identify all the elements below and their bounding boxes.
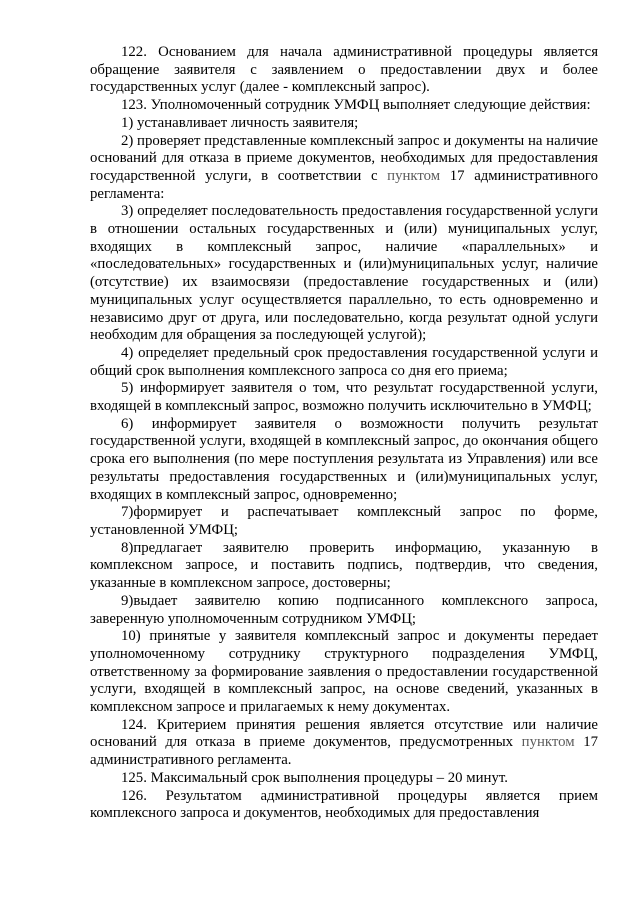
list-item-2-text-start: 2) проверяет представленные комплексный запрос и документы на наличие оснований для отказа в приеме документов, необходимых для предоставления государственной услуги, в соответствии с — [90, 132, 598, 184]
list-item-7: 7)формирует и распечатывает комплексный запрос по форме, установленной УМФЦ; — [90, 504, 598, 538]
paragraph-124-text-start: 124. Критерием принятия решения является отсутствие или наличие оснований для отказа в приеме документов, предусмотренных — [90, 716, 598, 751]
list-item-10: 10) принятые у заявителя комплексный запрос и документы передает уполномоченному сотруднику структурного подразделения УМФЦ, ответственному за формирование заявления о предоставлении государственной услуги, входящей в комплексный запрос, на основе сведений, указанных в комплексном запросе и прилагаемых к нему документах. — [90, 628, 598, 716]
paragraph-125: 125. Максимальный срок выполнения процедуры – 20 минут. — [121, 769, 508, 786]
paragraph-126: 126. Результатом административной процедуры является прием комплексного запроса и документов, необходимых для предоставления — [90, 787, 598, 822]
list-item-2-text-end: 17 административного регламента: — [90, 167, 598, 202]
paragraph-122: 122. Основанием для начала административной процедуры является обращение заявителя с заявлением о предоставлении двух и более государственных услуг (далее - комплексный запрос). — [90, 44, 598, 96]
paragraph-123: 123. Уполномоченный сотрудник УМФЦ выполняет следующие действия: — [121, 97, 591, 114]
list-item-5: 5) информирует заявителя о том, что результат государственной услуги, входящей в комплексный запрос, возможно получить исключительно в УМФЦ; — [90, 380, 598, 415]
list-item-6: 6) информирует заявителя о возможности получить результат государственной услуги, входящей в комплексный запрос, до окончания общего срока его выполнения (по мере поступления результата из Управления) или все результаты предоставления государственных и (или)муниципальных услуг, входящих в комплексный запрос, одновременно; — [90, 415, 598, 503]
reference-link[interactable]: пунктом — [387, 167, 441, 184]
paragraph-124-text-end: 17 административного регламента. — [90, 734, 599, 769]
list-item-2 — [90, 133, 598, 204]
list-item-9: 9)выдает заявителю копию подписанного комплексного запроса, заверенную уполномоченным сотрудником УМФЦ; — [90, 592, 598, 627]
list-item-1: 1) устанавливает личность заявителя; — [121, 114, 359, 131]
list-item-3: 3) определяет последовательность предоставления государственной услуги в отношении остальных государственных и (или) муниципальных услуг, входящих в комплексный запрос, наличие «параллельных» и «последовательных» государственных и (или)муниципальных услуг, наличие (отсутствие) их взаимосвязи (предоставление государственных и (или) муниципальных услуг осуществляется параллельно, то есть одновременно и независимо друг от друга, или последовательно, когда результат одной услуги необходим для обращения за последующей услугой); — [90, 203, 598, 344]
paragraph-124 — [90, 717, 598, 770]
list-item-8: 8)предлагает заявителю проверить информацию, указанную в комплексном запросе, и поставить подпись, подтвердив, что сведения, указанные в комплексном запросе, достоверны; — [90, 539, 598, 592]
list-item-4: 4) определяет предельный срок предоставления государственной услуги и общий срок выполнения комплексного запроса со дня его приема; — [90, 344, 598, 379]
document-page — [90, 44, 598, 823]
reference-link[interactable]: пунктом — [521, 734, 575, 751]
